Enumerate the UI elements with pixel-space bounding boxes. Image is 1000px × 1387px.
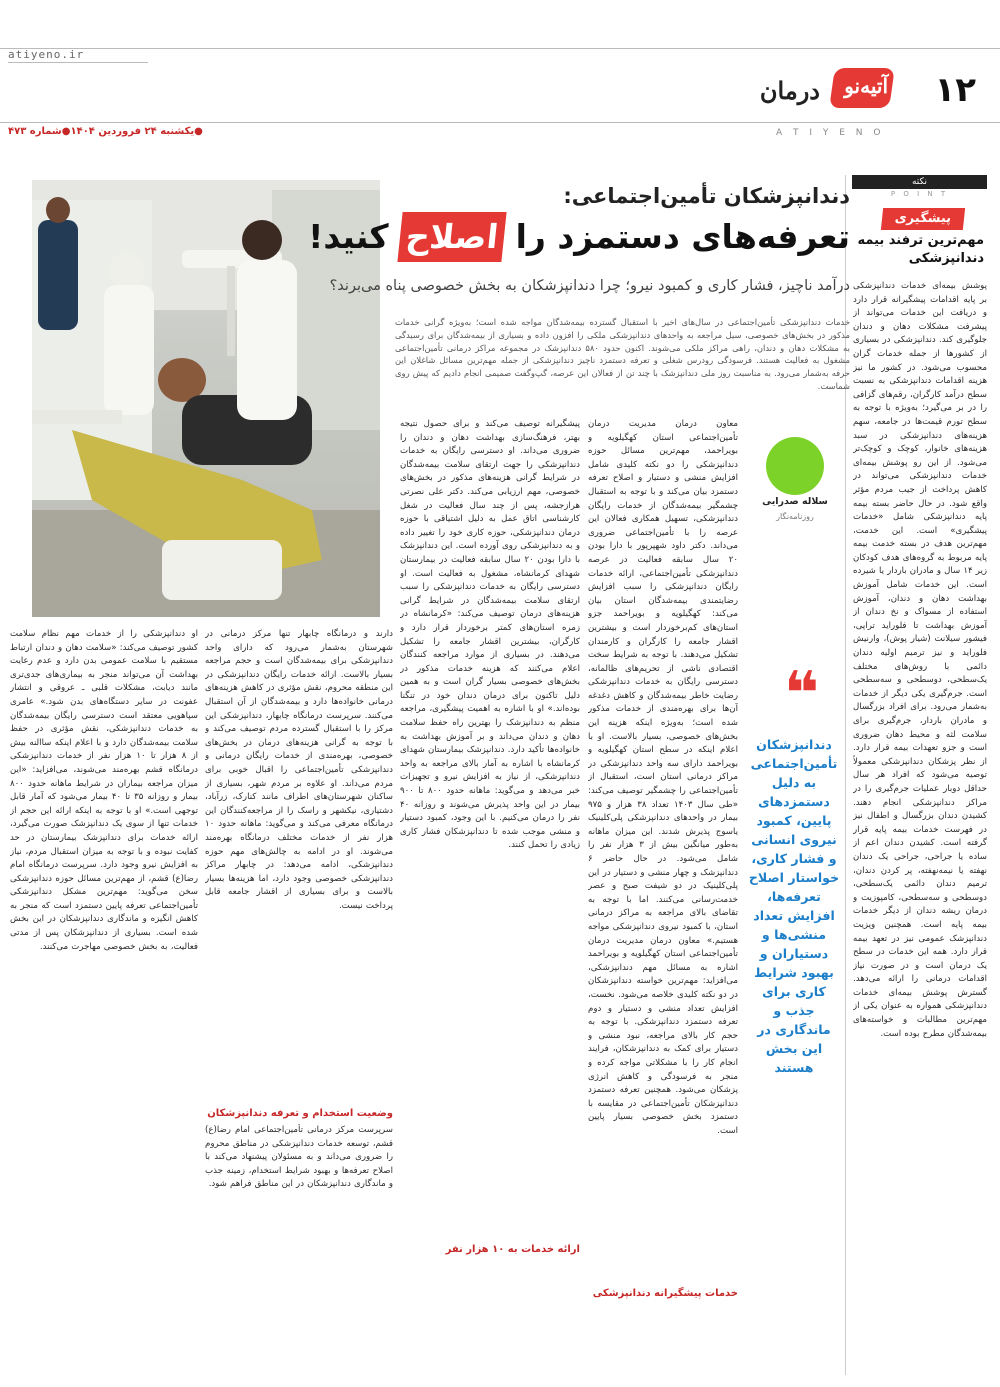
sidebar-kicker-latin: P O I N T xyxy=(890,190,949,198)
headline-post: کنید! xyxy=(308,217,389,256)
page-number: ۱۲ xyxy=(934,70,976,110)
logo-text: آتیه‌نو xyxy=(844,74,888,98)
col1-subhead-label: خدمات پیشگیرانه دندانپزشکی xyxy=(592,1288,738,1299)
sidebar-title: مهم‌ترین ترفند بیمه دندانپزشکی xyxy=(857,233,984,266)
col2-subhead-2 xyxy=(588,1280,738,1303)
article-overline: دندانپزشکان تأمین‌اجتماعی: xyxy=(563,184,850,208)
site-url[interactable]: atiyeno.ir xyxy=(8,48,85,61)
headline xyxy=(308,212,850,262)
author-avatar xyxy=(766,437,824,495)
sidebar-kicker-bar xyxy=(852,175,987,189)
subheadline: درآمد ناچیز، فشار کاری و کمبود نیرو؛ چرا دندانپزشکان به بخش خصوصی پناه می‌برند؟ xyxy=(329,278,850,294)
pull-quote: دندانپزشکان تأمین‌اجتماعی به دلیل دستمزدهای پایین، کمبود نیروی انسانی و فشار کاری، خواستار اصلاح تعرفه‌ها، افزایش تعداد منشی‌ها و دستیاران و بهبود شرایط کاری برای جذب و ماندگاری در این بخش هستند xyxy=(748,737,840,1075)
dateline: ●یکشنبه ۲۴ فروردین ۱۴۰۴●شماره ۴۷۳ xyxy=(8,126,203,137)
sidebar-tag xyxy=(881,208,965,230)
section-title: درمان xyxy=(759,76,820,105)
logo-latin: A T I Y E N O xyxy=(776,128,885,138)
col2-subhead-1 xyxy=(400,1236,580,1259)
quote-mark-icon: ❝ xyxy=(784,659,820,729)
logo xyxy=(822,62,892,116)
headline-pre: تعرفه‌های دستمزد را xyxy=(515,217,850,256)
headline-highlight: اصلاح xyxy=(397,212,506,262)
header-rule-under xyxy=(0,122,1000,123)
article-col-1: معاون درمان مدیریت درمان تأمین‌اجتماعی استان کهگیلویه و بویراحمد، مهم‌ترین مسائل حوزه دندانپزشکی را دو نکته کلیدی شامل افزایش منشی و دستیار و اصلاح تعرفه دستمزد بیان می‌کند و با توجه به استقبال چشمگیر بیمه‌شدگان از خدمات رایگان دندانپزشکی، تسهیل همکاری فعالان این عرصه را با تأمین‌اجتماعی ضروری می‌داند. دکتر داود شهپرپور با دارا بودن ۲۰ سال سابقه فعالیت در عرصه دندانپزشکی تأمین‌اجتماعی، ارائه خدمات رایگان دندانپزشکی را سبب افزایش رضایتمندی بیمه‌شدگان استان بیان می‌کند: کهگیلویه و بویراحمد جزو استان‌های کم‌برخوردار است و بیشترین اقشار جامعه را کارگران و کارمندان تشکیل می‌دهند. با توجه به شرایط سخت اقتصادی ناشی از تحریم‌های ظالمانه، دسترسی رایگان به خدمات دندانپزشکی رضایت خاطر بیمه‌شدگان و کاهش دغدغه آن‌ها برای بهره‌مندی از خدمات مذکور شده است؛ به‌ویژه اینکه هزینه این بخش‌های خصوصی، بسیار بالاست. او با اعلام اینکه در سطح استان کهگیلویه و بویراحمد دارای سه واحد دندانپزشکی در مراکز درمانی استان است، استقبال از تأمین‌اجتماعی را چشمگیر توصیف می‌کند: «طی سال ۱۴۰۳ تعداد ۳۸ هزار و ۹۷۵ بیمار در واحدهای دندانپزشکی پلی‌کلینیک یاسوج پذیرش شدند. این میزان ماهانه به‌طور میانگین بیش از ۳ هزار نفر را شامل می‌شود. در حال حاضر ۶ دندانپزشک و چهار منشی و دستیار در این پلی‌کلینیک در دو شیفت صبح و عصر خدمت‌رسانی می‌کنند. اما با توجه به تقاضای بالای مراجعه به مراکز درمانی استان، با کمبود نیروی دندانپزشکی مواجه هستیم.» معاون درمان مدیریت درمان تأمین‌اجتماعی استان کهگیلویه و بویراحمد اشاره به مسائل مهم دندانپزشکی، می‌افزاید: مهم‌ترین خواسته دندانپزشکان در دو نکته کلیدی خلاصه می‌شود. نخست، افزایش تعداد منشی و دستیار و دوم تعرفه دستمزد دندانپزشکی. با توجه به حجم کار بالای مراجعه، نبود منشی و دستیار برای کمک به دندانپزشکان، فرایند انجام کار را با مشکلاتی مواجه کرده و منجر به فرسودگی و کاهش انرژی پزشکان می‌شود. همچنین تعرفه دستمزد دندانپزشکان تأمین‌اجتماعی در مقایسه با دستمزد بخش خصوصی بسیار پایین است. xyxy=(588,419,738,1136)
header-rule-main xyxy=(0,48,1000,49)
article-lead: خدمات دندانپزشکی تأمین‌اجتماعی در سال‌های اخیر با استقبال گسترده بیمه‌شدگان مواجه شده است؛ به‌ویژه گرانی خدمات مذکور در بخش‌های خصوصی، سیل مراجعه به واحدهای دندانپزشکی ملکی را افزون داده و بسیاری از بیمه‌شدگان برای رسیدگی به مشکلات دهان و دندان، راهی مراکز ملکی می‌شوند. اکنون حدود ۵۸۰ دندانپزشک در مجموعه مراکز درمانی تأمین‌اجتماعی مشغول به فعالیت هستند. فرسودگی رودرس شغلی و تعرفه دستمزد ناچیز دندانپزشکی از جمله مهم‌ترین مسائل شاغلان این حرفه به‌شمار می‌رود. به مناسبت روز ملی دندانپزشک با چند تن از فعالان این عرصه، گپ‌وگفت صمیمی انجام دادیم که پیش روی شماست. xyxy=(395,317,850,391)
col3-subhead-label: وضعیت استخدام و تعرفه دندانپزشکان xyxy=(207,1108,393,1119)
header-rule-left xyxy=(8,62,148,63)
author-role: روزنامه‌نگار xyxy=(776,512,814,521)
sidebar-body: پوشش بیمه‌ای خدمات دندانپزشکی بر پایه اقدامات پیشگیرانه قرار دارد و دریافت این خدمات می‌تواند از پیشرفت مشکلات دهان و دندان جلوگیری کند. دندانپزشکی در بسیاری از کشورها از جمله خدمات گران محسوب می‌شود. در کشور ما نیز هزینه اقدامات دندانپزشکی به نسبت سطح درآمد کارگران، رقم‌های گزافی را در بر می‌گیرد؛ به‌ویژه با توجه به سطح تورم قیمت‌ها در جامعه، سهم هزینه‌های دندانپزشکی در سبد هزینه‌های خانوار، کوچک و کوچک‌تر می‌شود. از این رو پوشش بیمه‌ای خدمات دندانپزشکی می‌تواند در کاهش پرداخت از جیب مردم مؤثر واقع شود. در حال حاضر بسته بیمه پایه دندانپزشکی شامل «خدمات پیشگیری» است. این خدمت، مهم‌ترین هدف در بسته خدمت بیمه پایه مربوط به گروه‌های هدف کودکان زیر ۱۴ سال و مادران باردار یا شیرده است. این خدمات شامل آموزش بهداشت دهان و دندان، آموزش استفاده از مسواک و نخ دندان از آموزش بهداشت تا فلوراید تراپی، فیشور سیلانت (شیار پوش)، وارنیش فلوراید و نیز ترمیم اولیه دندان دائمی با روش‌های مختلف یک‌سطحی، دوسطحی و سه‌سطحی است. جرم‌گیری یکی دیگر از خدمات به‌شمار می‌رود. برای افراد بزرگسال و مادران باردار، جرم‌گیری برای سلامت لثه و محیط دهان ضروری است و جزو تعهدات بیمه قرار دارد. از نظر پزشکان دندانپزشکی معمولاً توصیه می‌شود که افراد هر سال حداقل دوبار عملیات جرم‌گیری را در مراکز دندانپزشکی انجام دهند. کشیدن دندان بزرگسال و اطفال نیز در فهرست خدمات بیمه پایه قرار گرفته است. کشیدن دندان اعم از ساده یا جراحی، جراحی یک دندان نهفته یا نیمه‌نهفته، پر کردن دندان، ترمیم دندان دائمی یک‌سطحی، دوسطحی و سه‌سطحی، کامپوزیت و درمان ریشه دندان از دیگر خدمات بیمه پایه است. همچنین ویزیت دندانپزشک عمومی نیز در تعهد بیمه قرار دارد. همه این خدمات در سطح یک درمان است و در صورت نیاز اقدامات درمانی را ارائه می‌دهد. گسترش پوشش بیمه‌ای خدمات دندانپزشکی همواره به عنوان یکی از مهم‌ترین مطالبات و خواسته‌های بیمه‌شدگان مطرح بوده است. xyxy=(853,281,987,1039)
col3-tail: سرپرست مرکز درمانی تأمین‌اجتماعی امام رضا(ع) قشم، توسعه خدمات دندانپزشکی در مناطق محروم را ضروری می‌داند و به مسئولان پیشنهاد می‌کند با اصلاح تعرفه‌ها و بهبود شرایط استخدام، زمینه جذب و ماندگاری دندانپزشکان در این مناطق فراهم شود. xyxy=(205,1125,393,1190)
article-col-3: دارند و درمانگاه چابهار تنها مرکز درمانی در شهرستان به‌شمار می‌رود که دارای واحد دندانپزشکی برای بیمه‌شدگان است و حجم مراجعه بسیار بالاست. ارائه خدمات رایگان دندانپزشکی در این منطقه محروم، نقش مؤثری در کاهش هزینه‌های درمانی خانواده‌ها دارد و بیمه‌شدگان از آن استقبال می‌کنند. سرپرست درمانگاه چابهار، دندانپزشکی این مرکز را با استقبال گسترده مردم توصیف می‌کند و با توجه به گرانی هزینه‌های درمان در بخش‌های خصوصی، بهره‌مندی از خدمات رایگان درمانی و دندانپزشکی تأمین‌اجتماعی را اقبال خوبی برای مردم می‌داند. او علاوه بر مردم شهر، بسیاری از ساکنان شهرستان‌های اطراف مانند کنارک، زرآباد، دشتیاری، نیکشهر و راسک را از مراجعه‌کنندگان این درمانگاه معرفی می‌کند و می‌گوید: ماهانه حدود ۱۰ هزار نفر از خدمات مختلف درمانگاه بهره‌مند می‌شوند. او در ادامه به چالش‌های مهم حوزه دندانپزشکی، ادامه می‌دهد: در چابهار مراکز دندانپزشکی خصوصی وجود دارد، اما هزینه‌ها بسیار بالاست و برای بسیاری از اقشار جامعه قابل پرداخت نیست. xyxy=(205,629,393,911)
sidebar-kicker: نکته xyxy=(911,177,928,187)
article-col-2: پیشگیرانه توصیف می‌کند و برای حصول نتیجه بهتر، فرهنگ‌سازی بهداشت دهان و دندان را ضروری می‌داند. او دسترسی رایگان به خدمات دندانپزشکی را جهت ارتقای سلامت بیمه‌شدگان در شرایط گرانی هزینه‌های مذکور در بخش‌های خصوصی، مهم ارزیابی می‌کند. دکتر علی نصرتی هرازجشه، پس از چند سال فعالیت در شغل کارشناسی اتاق عمل به دلیل اشتیاقی با حوزه درمان دندانپزشکی، حوزه کاری خود را تغییر داده و به دندانپزشکی روی آورده است. این دندانپزشک با دارا بودن ۲۰ سال سابقه فعالیت در بیمارستان شهدای کرمانشاه، مشغول به فعالیت است. او دسترسی رایگان به خدمات دندانپزشکی را سبب ارتقای سلامت بیمه‌شدگان در شرایط گرانی هزینه‌های درمان توصیف می‌کند: «کرمانشاه در زمره استان‌های کمتر برخوردار قرار دارد و کارگران، بیشترین اقشار جامعه را تشکیل می‌دهند. در بسیاری از موارد مراجعه کنندگان اعلام می‌کنند که هزینه خدمات مذکور در بخش‌های خصوصی بسیار گران است و به همین دلیل تاکنون برای درمان دندان خود در تنگنا بوده‌اند.» او با اشاره به اهمیت پیشگیری، مراجعه منظم به دندانپزشک را بهترین راه حفظ سلامت دهان و دندان می‌داند و بر آموزش بهداشت به خانواده‌ها تأکید دارد. دندانپزشک بیمارستان شهدای کرمانشاه با اشاره به آمار بالای مراجعه به واحد دندانپزشکی، از نیاز به افزایش نیرو و تجهیزات خبر می‌دهد و می‌گوید: ماهانه حدود ۸۰۰ تا ۹۰۰ بیمار در این واحد پذیرش می‌شوند و روزانه ۴۰ نفر را درمان می‌کنیم. با این وجود، کمبود دستیار و منشی موجب شده تا دندانپزشکان فشار کاری زیادی را تحمل کنند. xyxy=(400,419,580,851)
col2-subhead-label: ارائه خدمات به ۱۰ هزار نفر xyxy=(445,1244,580,1255)
col3-subhead xyxy=(205,1100,393,1123)
author-name: سلاله صدرایی xyxy=(762,496,828,507)
article-col-4: او دندانپزشکی را از خدمات مهم نظام سلامت کشور توصیف می‌کند: «سلامت دهان و دندان ارتباط مستقیم با سلامت عمومی بدن دارد و عدم رعایت بهداشت آن می‌تواند منجر به بیماری‌های جدی‌تری مانند دیابت، مشکلات قلبی ـ عروقی و انتشار عفونت در سایر دستگاه‌های بدن شود.» عامری سپاهویی معتقد است دسترسی رایگان بیمه‌شدگان به خدمات دندانپزشکی، نقش مؤثری در حفظ سلامت بیمه‌شدگان دارد و با اعلام اینکه ساالنه بیش از ۸ هزار تا ۱۰ هزار نفر از خدمات دندانپزشکی درمانگاه قشم بهره‌مند می‌شوند، می‌افزاید: «این میزان مراجعه بیماران در شرایط ماهانه حدود ۸۰۰ بیمار و روزانه ۳۵ تا ۴۰ بیمار می‌شود که آمار قابل توجهی است.» او با توجه به اینکه ارائه این حجم از خدمات تنها از سوی یک دندانپزشک صورت می‌گیرد، ارائه خدمات برای دندانپزشک بیمارستان در حد کفایت نبوده و با توجه به میزان استقبال مردم، نیاز به افزایش نیرو وجود دارد. سرپرست درمانگاه امام رضا(ع) قشم، از مهم‌ترین مسائل حوزه دندانپزشکی سخن می‌گوید: مهم‌ترین مشکل دندانپزشکی تأمین‌اجتماعی تعرفه پایین دستمزد است که منجر به کاهش انگیزه و ماندگاری دندانپزشکان در این بخش شده است. بسیاری از دندانپزشکان پس از مدتی فعالیت، به بخش خصوصی مهاجرت می‌کنند. xyxy=(10,629,198,952)
sidebar-tag-label: پیشگیری xyxy=(894,211,952,226)
